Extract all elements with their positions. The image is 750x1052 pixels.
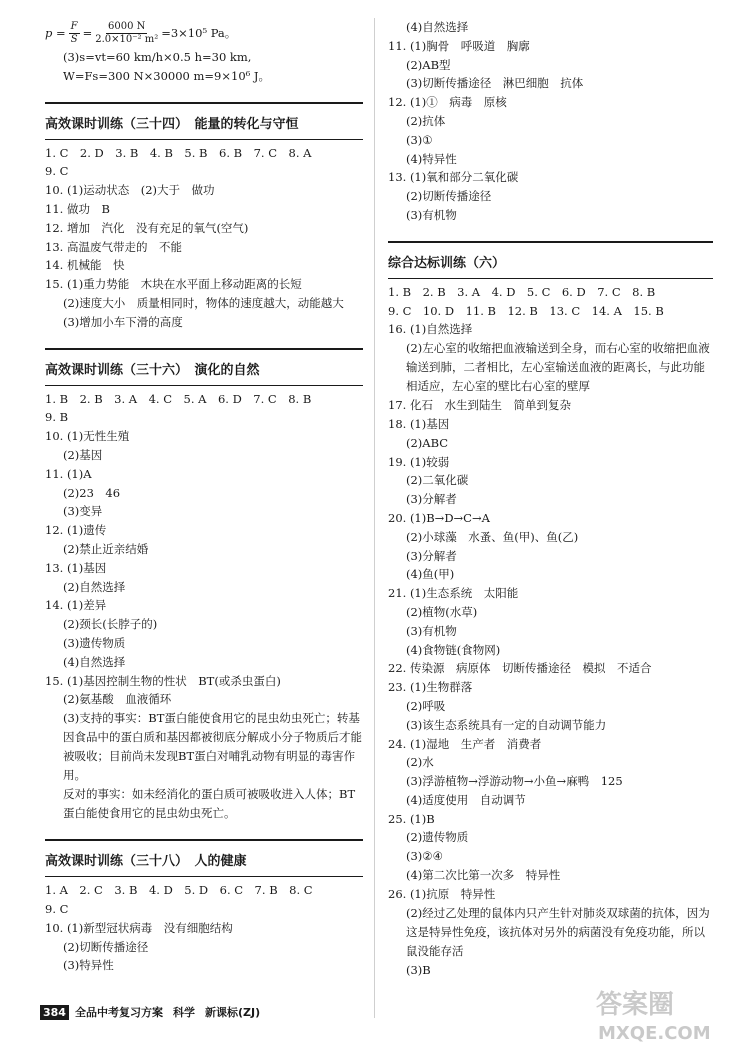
formula-eq: =	[82, 26, 93, 40]
answer-line: (3)分解者	[406, 548, 457, 563]
answer-line: 20. (1)B→D→C→A	[388, 510, 490, 525]
page-footer	[40, 1004, 270, 1020]
answer-line: (3)s=vt=60 km/h×0.5 h=30 km,	[63, 50, 252, 64]
answer-line: 9. B	[45, 410, 69, 425]
answer-line: 15. (1)重力势能 木块在水平面上移动距离的长短	[45, 277, 302, 292]
subject-label: 科学	[172, 1006, 195, 1019]
answer-line: 24. (1)湿地 生产者 消费者	[388, 736, 542, 751]
answer-line: (4)鱼(甲)	[406, 567, 455, 582]
answer-line: 10. (1)运动状态 (2)大于 做功	[45, 183, 215, 198]
answer-paragraph: (2)经过乙处理的鼠体内只产生针对肺炎双球菌的抗体，因为这是特异性免疫，该抗体对另外的病菌没有免疫功能，所以鼠没能存活	[406, 905, 710, 958]
answer-line: 12. 增加 汽化 没有充足的氧气(空气)	[45, 220, 249, 235]
answer-line: 11. (1)胸骨 呼吸道 胸廓	[388, 38, 530, 53]
pressure-formula	[45, 18, 363, 48]
answer-line: 17. 化石 水生到陆生 简单到复杂	[388, 398, 571, 413]
formula-fraction	[95, 21, 158, 46]
section-title: 高效课时训练（三十六） 演化的自然	[45, 350, 363, 386]
answer-line: (3)②④	[406, 849, 443, 864]
watermark-top-text: 答案圈	[596, 990, 675, 1020]
answer-line: (2)自然选择	[63, 579, 126, 594]
answer-line: 16. (1)自然选择	[388, 322, 473, 337]
section-36	[45, 348, 363, 824]
answer-line: W=Fs=300 N×30000 m=9×10⁶ J。	[63, 68, 271, 83]
answer-line: 9. C	[45, 901, 69, 916]
answer-line: (2)ABC	[406, 435, 449, 450]
answer-line: 13. (1)氧和部分二氧化碳	[388, 170, 519, 185]
answer-line: (2)AB型	[406, 57, 451, 72]
answer-line: (2)基因	[63, 447, 103, 462]
answer-paragraph: (2)左心室的收缩把血液输送到全身，而右心室的收缩把血液输送到肺，二者相比，左心室输送血液的距离长，与此功能相适应，左心室的壁比右心室的壁厚	[406, 341, 710, 394]
answer-line: 11. (1)A	[45, 466, 92, 481]
answer-line: (2)抗体	[406, 113, 446, 128]
answer-line: (4)自然选择	[63, 654, 126, 669]
answer-line: (2)遗传物质	[406, 830, 469, 845]
answer-line: 1. B 2. B 3. A 4. C 5. A 6. D 7. C 8. B	[45, 391, 312, 406]
answer-line: (2)禁止近亲结婚	[63, 541, 149, 556]
answer-line: (2)切断传播途径	[406, 189, 492, 204]
answer-line: (3)分解者	[406, 492, 457, 507]
answer-line: 12. (1)① 病毒 原核	[388, 95, 507, 110]
answer-line: (2)23 46	[63, 485, 121, 500]
answer-line: 23. (1)生物群落	[388, 680, 473, 695]
answer-line: (4)适度使用 自动调节	[406, 792, 526, 807]
answer-line: 19. (1)较弱	[388, 454, 450, 469]
answer-line: 26. (1)抗原 特异性	[388, 886, 496, 901]
answer-line: (2)氨基酸 血液循环	[63, 692, 172, 707]
answer-line: 13. 高温废气带走的 不能	[45, 239, 182, 254]
answer-line: 25. (1)B	[388, 811, 435, 826]
answer-line: 1. B 2. B 3. A 4. D 5. C 6. D 7. C 8. B	[388, 284, 656, 299]
answer-line: (4)食物链(食物网)	[406, 642, 501, 657]
answer-line: (2)植物(水草)	[406, 604, 478, 619]
right-column	[388, 18, 713, 979]
answer-line: (2)呼吸	[406, 698, 446, 713]
page-number: 384	[40, 1005, 69, 1020]
section-title: 高效课时训练（三十八） 人的健康	[45, 841, 363, 877]
answer-line: (4)自然选择	[406, 20, 469, 34]
answer-line: 22. 传染源 病原体 切断传播途径 模拟 不适合	[388, 661, 652, 676]
formula-f-over-s	[69, 21, 80, 46]
answer-line: (3)有机物	[406, 207, 457, 222]
answer-paragraph: (3)支持的事实：BT蛋白能使食用它的昆虫幼虫死亡；转基因食品中的蛋白质和基因都被彻底分解成小分子物质后才能被吸收；目前尚未发现BT蛋白对哺乳动物有明显的毒害作用。	[63, 711, 362, 783]
answer-line: (2)二氧化碳	[406, 473, 469, 488]
answer-line: 13. (1)基因	[45, 560, 107, 575]
answer-line: (2)水	[406, 755, 434, 770]
answer-line: 21. (1)生态系统 太阳能	[388, 586, 519, 601]
answer-line: (2)颈长(长脖子的)	[63, 617, 158, 632]
formula-denominator: 2.0×10⁻² m²	[95, 33, 159, 45]
answer-line: 10. (1)新型冠状病毒 没有细胞结构	[45, 920, 233, 935]
answer-line: 1. C 2. D 3. B 4. B 5. B 6. B 7. C 8. A	[45, 145, 312, 160]
answer-line: 15. (1)基因控制生物的性状 BT(或杀虫蛋白)	[45, 673, 281, 688]
answer-line: 18. (1)基因	[388, 416, 450, 431]
formula-result: =3×10⁵ Pa。	[161, 26, 237, 40]
watermark-logo	[592, 985, 742, 1045]
answer-line: (3)有机物	[406, 623, 457, 638]
left-column	[45, 18, 363, 975]
answer-line: 14. 机械能 快	[45, 258, 125, 273]
answer-line: 1. A 2. C 3. B 4. D 5. D 6. C 7. B 8. C	[45, 883, 313, 898]
answer-line: 9. C	[45, 164, 69, 179]
answer-line: (3)B	[406, 962, 431, 977]
answer-line: 12. (1)遗传	[45, 523, 107, 538]
answer-line: (2)切断传播途径	[63, 939, 149, 954]
answer-line: (3)变异	[63, 504, 103, 519]
answer-line: (3)遗传物质	[63, 635, 126, 650]
answer-line: (3)切断传播途径 淋巴细胞 抗体	[406, 76, 584, 91]
formula-f: F	[70, 20, 78, 32]
edition-label: 新课标(ZJ)	[204, 1006, 261, 1019]
answer-line: 14. (1)差异	[45, 598, 107, 613]
answer-line: (4)第二次比第一次多 特异性	[406, 868, 561, 883]
answer-line: 10. (1)无性生殖	[45, 429, 130, 444]
answer-line: (3)特异性	[63, 958, 114, 973]
section-title: 综合达标训练（六）	[388, 243, 713, 279]
answer-line: (4)特异性	[406, 151, 457, 166]
answer-line: (3)浮游植物→浮游动物→小鱼→麻鸭 125	[406, 774, 623, 789]
formula-p-prefix: p =	[45, 26, 66, 40]
formula-numerator: 6000 N	[108, 20, 146, 32]
section-comprehensive-6	[388, 241, 713, 980]
answer-line: (2)小球藻 水蚤、鱼(甲)、鱼(乙)	[406, 529, 579, 544]
watermark-bottom-text: MXQE.COM	[598, 1023, 711, 1044]
column-divider	[374, 18, 375, 1018]
answer-paragraph: 反对的事实：如未经消化的蛋白质可被吸收进入人体；BT蛋白能使食用它的昆虫幼虫死亡。	[63, 787, 356, 821]
formula-s: S	[70, 33, 78, 45]
answer-line: 9. C 10. D 11. B 12. B 13. C 14. A 15. B	[388, 303, 664, 318]
section-38	[45, 839, 363, 975]
answer-line: (2)速度大小 质量相同时，物体的速度越大，动能越大	[63, 295, 344, 310]
section-title: 高效课时训练（三十四） 能量的转化与守恒	[45, 104, 363, 140]
answer-line: (3)①	[406, 132, 433, 147]
answer-line: (3)增加小车下滑的高度	[63, 314, 183, 329]
section-34	[45, 102, 363, 332]
book-title: 全品中考复习方案	[74, 1006, 163, 1019]
answer-line: 11. 做功 B	[45, 201, 110, 216]
answer-line: (3)该生态系统具有一定的自动调节能力	[406, 717, 607, 732]
